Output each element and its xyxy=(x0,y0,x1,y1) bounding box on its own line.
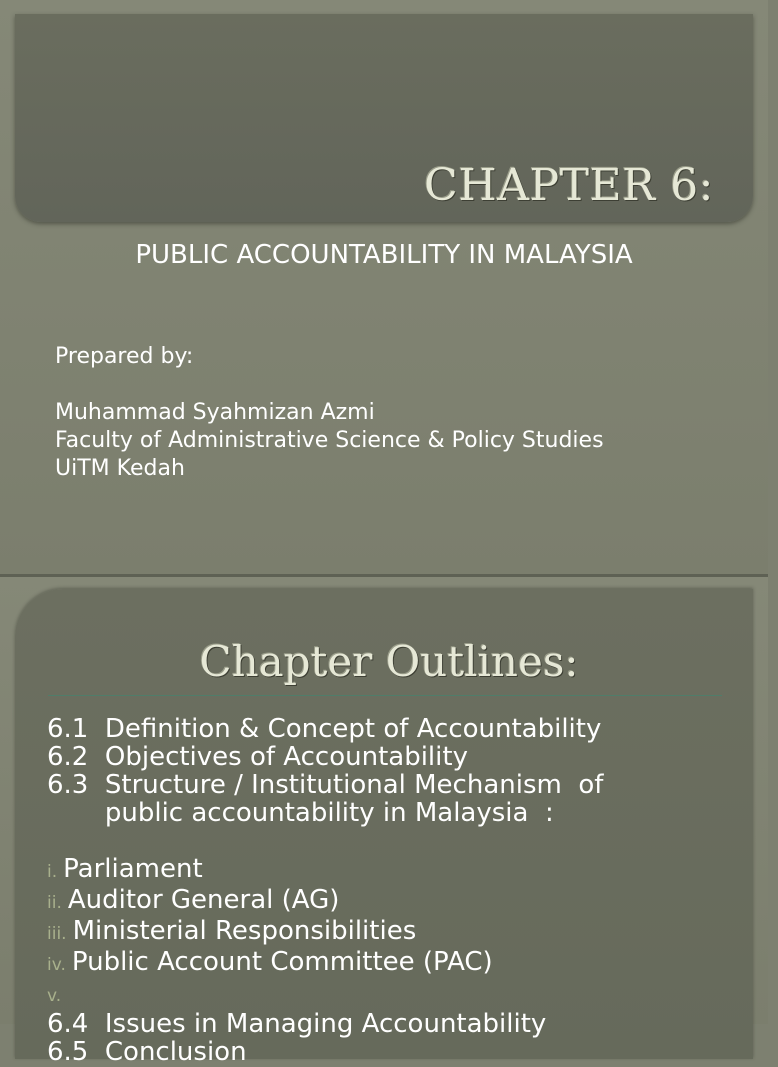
sub-item-text: Auditor General (AG) xyxy=(67,885,340,915)
institution-name: UiTM Kedah xyxy=(55,456,185,481)
outline-item: public accountability in Malaysia : xyxy=(47,798,554,828)
roman-numeral: iv. xyxy=(47,955,66,975)
outline-item: 6.4 Issues in Managing Accountability xyxy=(47,1009,547,1039)
chapter-title: CHAPTER 6: xyxy=(424,160,714,211)
outline-item: 6.3 Structure / Institutional Mechanism of xyxy=(47,770,604,800)
outline-item: 6.2 Objectives of Accountability xyxy=(47,742,468,772)
roman-numeral: iii. xyxy=(47,924,67,944)
outline-title: Chapter Outlines: xyxy=(199,637,579,686)
sub-item-text: Parliament xyxy=(63,854,203,884)
faculty-name: Faculty of Administrative Science & Policy Studies xyxy=(55,428,604,453)
sub-item-text: Ministerial Responsibilities xyxy=(72,916,417,946)
outline-item: 6.5 Conclusion xyxy=(47,1037,247,1067)
sub-item xyxy=(47,886,603,917)
title-rule xyxy=(48,695,722,696)
sub-item xyxy=(47,855,603,886)
sub-item xyxy=(47,979,603,1010)
author-name: Muhammad Syahmizan Azmi xyxy=(55,400,375,425)
outline-item: 6.1 Definition & Concept of Accountability xyxy=(47,714,602,744)
prepared-label: Prepared by: xyxy=(55,344,194,369)
roman-numeral: i. xyxy=(47,862,58,882)
sub-item xyxy=(47,917,603,948)
sub-item xyxy=(47,948,603,979)
roman-numeral: ii. xyxy=(47,893,62,913)
author-block xyxy=(55,343,604,483)
outline-list xyxy=(47,715,603,1066)
roman-numeral: v. xyxy=(47,986,62,1006)
outline-slide xyxy=(0,577,768,1067)
chapter-subtitle: PUBLIC ACCOUNTABILITY IN MALAYSIA xyxy=(135,240,633,270)
sub-item-text: Public Account Committee (PAC) xyxy=(71,947,493,977)
